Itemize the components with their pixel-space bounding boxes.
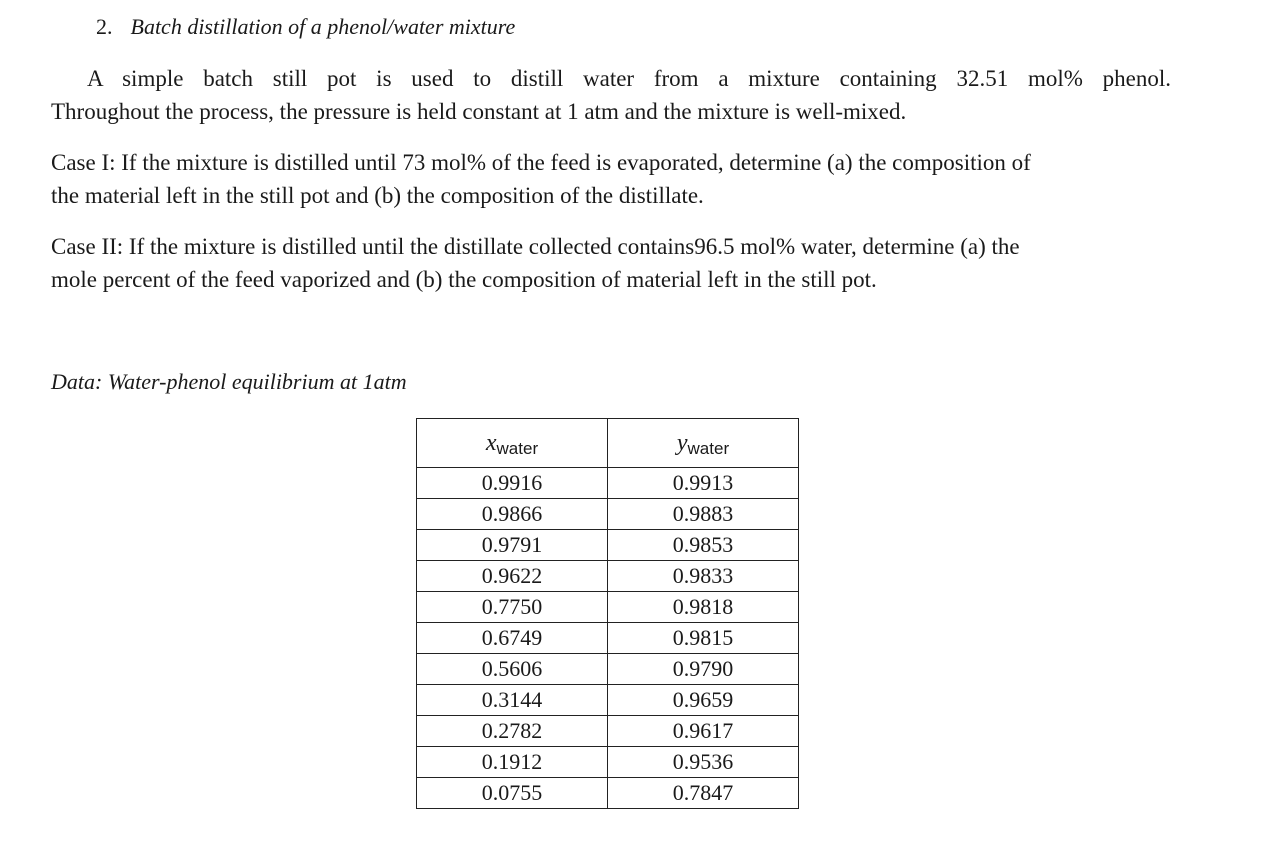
table-row (417, 530, 799, 561)
problem-number: 2. (96, 14, 113, 39)
case-2-line-2: mole percent of the feed vaporized and (b) the composition of material left in the still pot. (51, 267, 877, 292)
case-1-line-1: Case I: If the mixture is distilled until 73 mol% of the feed is evaporated, determine (a) the composition of (51, 150, 1031, 175)
x-water-cell: 0.9622 (417, 561, 608, 592)
x-water-cell: 0.2782 (417, 716, 608, 747)
table-row (417, 654, 799, 685)
case-1-line-2: the material left in the still pot and (b) the composition of the distillate. (51, 183, 704, 208)
problem-title: Batch distillation of a phenol/water mixture (130, 14, 516, 39)
y-water-cell: 0.9833 (608, 561, 799, 592)
intro-line-1: A simple batch still pot is used to distill water from a mixture containing 32.51 mol% phenol. (87, 66, 1171, 91)
x-water-cell: 0.3144 (417, 685, 608, 716)
y-water-cell: 0.7847 (608, 778, 799, 809)
header-x-var: x (485, 429, 497, 456)
case-2-line-1: Case II: If the mixture is distilled until the distillate collected contains96.5 mol% water, determine (a) the (51, 234, 1020, 259)
intro-paragraph (51, 62, 1171, 128)
x-water-cell: 0.7750 (417, 592, 608, 623)
header-y-water (608, 419, 799, 468)
table-row (417, 468, 799, 499)
y-water-cell: 0.9659 (608, 685, 799, 716)
table-row (417, 747, 799, 778)
x-water-cell: 0.9791 (417, 530, 608, 561)
table-row (417, 561, 799, 592)
table-row (417, 623, 799, 654)
x-water-cell: 0.5606 (417, 654, 608, 685)
table-row (417, 685, 799, 716)
equilibrium-table (416, 418, 799, 809)
data-label: Data: Water-phenol equilibrium at 1atm (51, 369, 407, 394)
x-water-cell: 0.0755 (417, 778, 608, 809)
y-water-cell: 0.9815 (608, 623, 799, 654)
header-y-sub: water (687, 438, 730, 458)
intro-line-2: Throughout the process, the pressure is held constant at 1 atm and the mixture is well-mixed. (51, 99, 907, 124)
y-water-cell: 0.9536 (608, 747, 799, 778)
table-row (417, 778, 799, 809)
y-water-cell: 0.9790 (608, 654, 799, 685)
table-body (417, 468, 799, 809)
table-row (417, 592, 799, 623)
x-water-cell: 0.6749 (417, 623, 608, 654)
y-water-cell: 0.9818 (608, 592, 799, 623)
y-water-cell: 0.9617 (608, 716, 799, 747)
x-water-cell: 0.9866 (417, 499, 608, 530)
problem-heading (96, 14, 515, 40)
header-x-water (417, 419, 608, 468)
table-row (417, 499, 799, 530)
y-water-cell: 0.9853 (608, 530, 799, 561)
x-water-cell: 0.1912 (417, 747, 608, 778)
case-1-paragraph (51, 146, 1171, 212)
case-2-paragraph (51, 230, 1171, 296)
header-x-sub: water (496, 438, 539, 458)
y-water-cell: 0.9913 (608, 468, 799, 499)
table-header-row (417, 419, 799, 468)
header-y-var: y (676, 429, 688, 456)
y-water-cell: 0.9883 (608, 499, 799, 530)
x-water-cell: 0.9916 (417, 468, 608, 499)
table-row (417, 716, 799, 747)
